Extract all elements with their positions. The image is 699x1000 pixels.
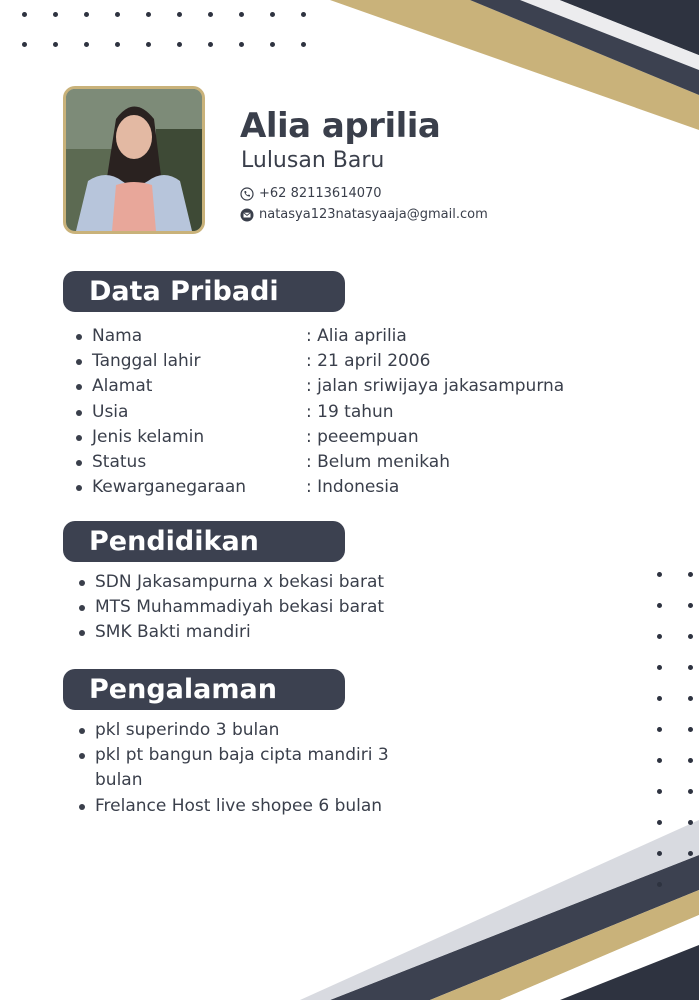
list-item: Frelance Host live shopee 6 bulan bbox=[77, 794, 417, 819]
list-item: SDN Jakasampurna x bekasi barat bbox=[77, 570, 384, 595]
personal-data-list bbox=[74, 324, 594, 500]
email-address: natasya123natasyaaja@gmail.com bbox=[259, 207, 488, 222]
list-item: SMK Bakti mandiri bbox=[77, 620, 384, 645]
candidate-name: Alia aprilia bbox=[240, 106, 441, 146]
list-item: Nama : Alia aprilia bbox=[74, 324, 594, 349]
list-item: Alamat : jalan sriwijaya jakasampurna bbox=[74, 374, 594, 399]
experience-list bbox=[77, 718, 417, 819]
list-item: MTS Muhammadiyah bekasi barat bbox=[77, 595, 384, 620]
list-item: Status : Belum menikah bbox=[74, 450, 594, 475]
list-item: Tanggal lahir : 21 april 2006 bbox=[74, 349, 594, 374]
decor-corner-bottom bbox=[0, 820, 699, 1000]
contact-email bbox=[240, 207, 488, 222]
section-title-data-pribadi: Data Pribadi bbox=[63, 271, 345, 312]
candidate-role: Lulusan Baru bbox=[241, 148, 385, 173]
list-item: Kewarganegaraan : Indonesia bbox=[74, 475, 594, 500]
decor-dots-right bbox=[657, 572, 693, 887]
profile-photo bbox=[63, 86, 205, 234]
list-item: Usia : 19 tahun bbox=[74, 400, 594, 425]
list-item: pkl pt bangun baja cipta mandiri 3 bulan bbox=[77, 743, 417, 793]
section-title-pendidikan: Pendidikan bbox=[63, 521, 345, 562]
list-item: Jenis kelamin : peeempuan bbox=[74, 425, 594, 450]
decor-dots-top bbox=[22, 12, 306, 47]
phone-icon bbox=[240, 187, 254, 201]
phone-number: +62 82113614070 bbox=[259, 186, 382, 201]
email-icon bbox=[240, 208, 254, 222]
list-item: pkl superindo 3 bulan bbox=[77, 718, 417, 743]
section-title-pengalaman: Pengalaman bbox=[63, 669, 345, 710]
contact-phone bbox=[240, 186, 382, 201]
education-list bbox=[77, 570, 384, 646]
